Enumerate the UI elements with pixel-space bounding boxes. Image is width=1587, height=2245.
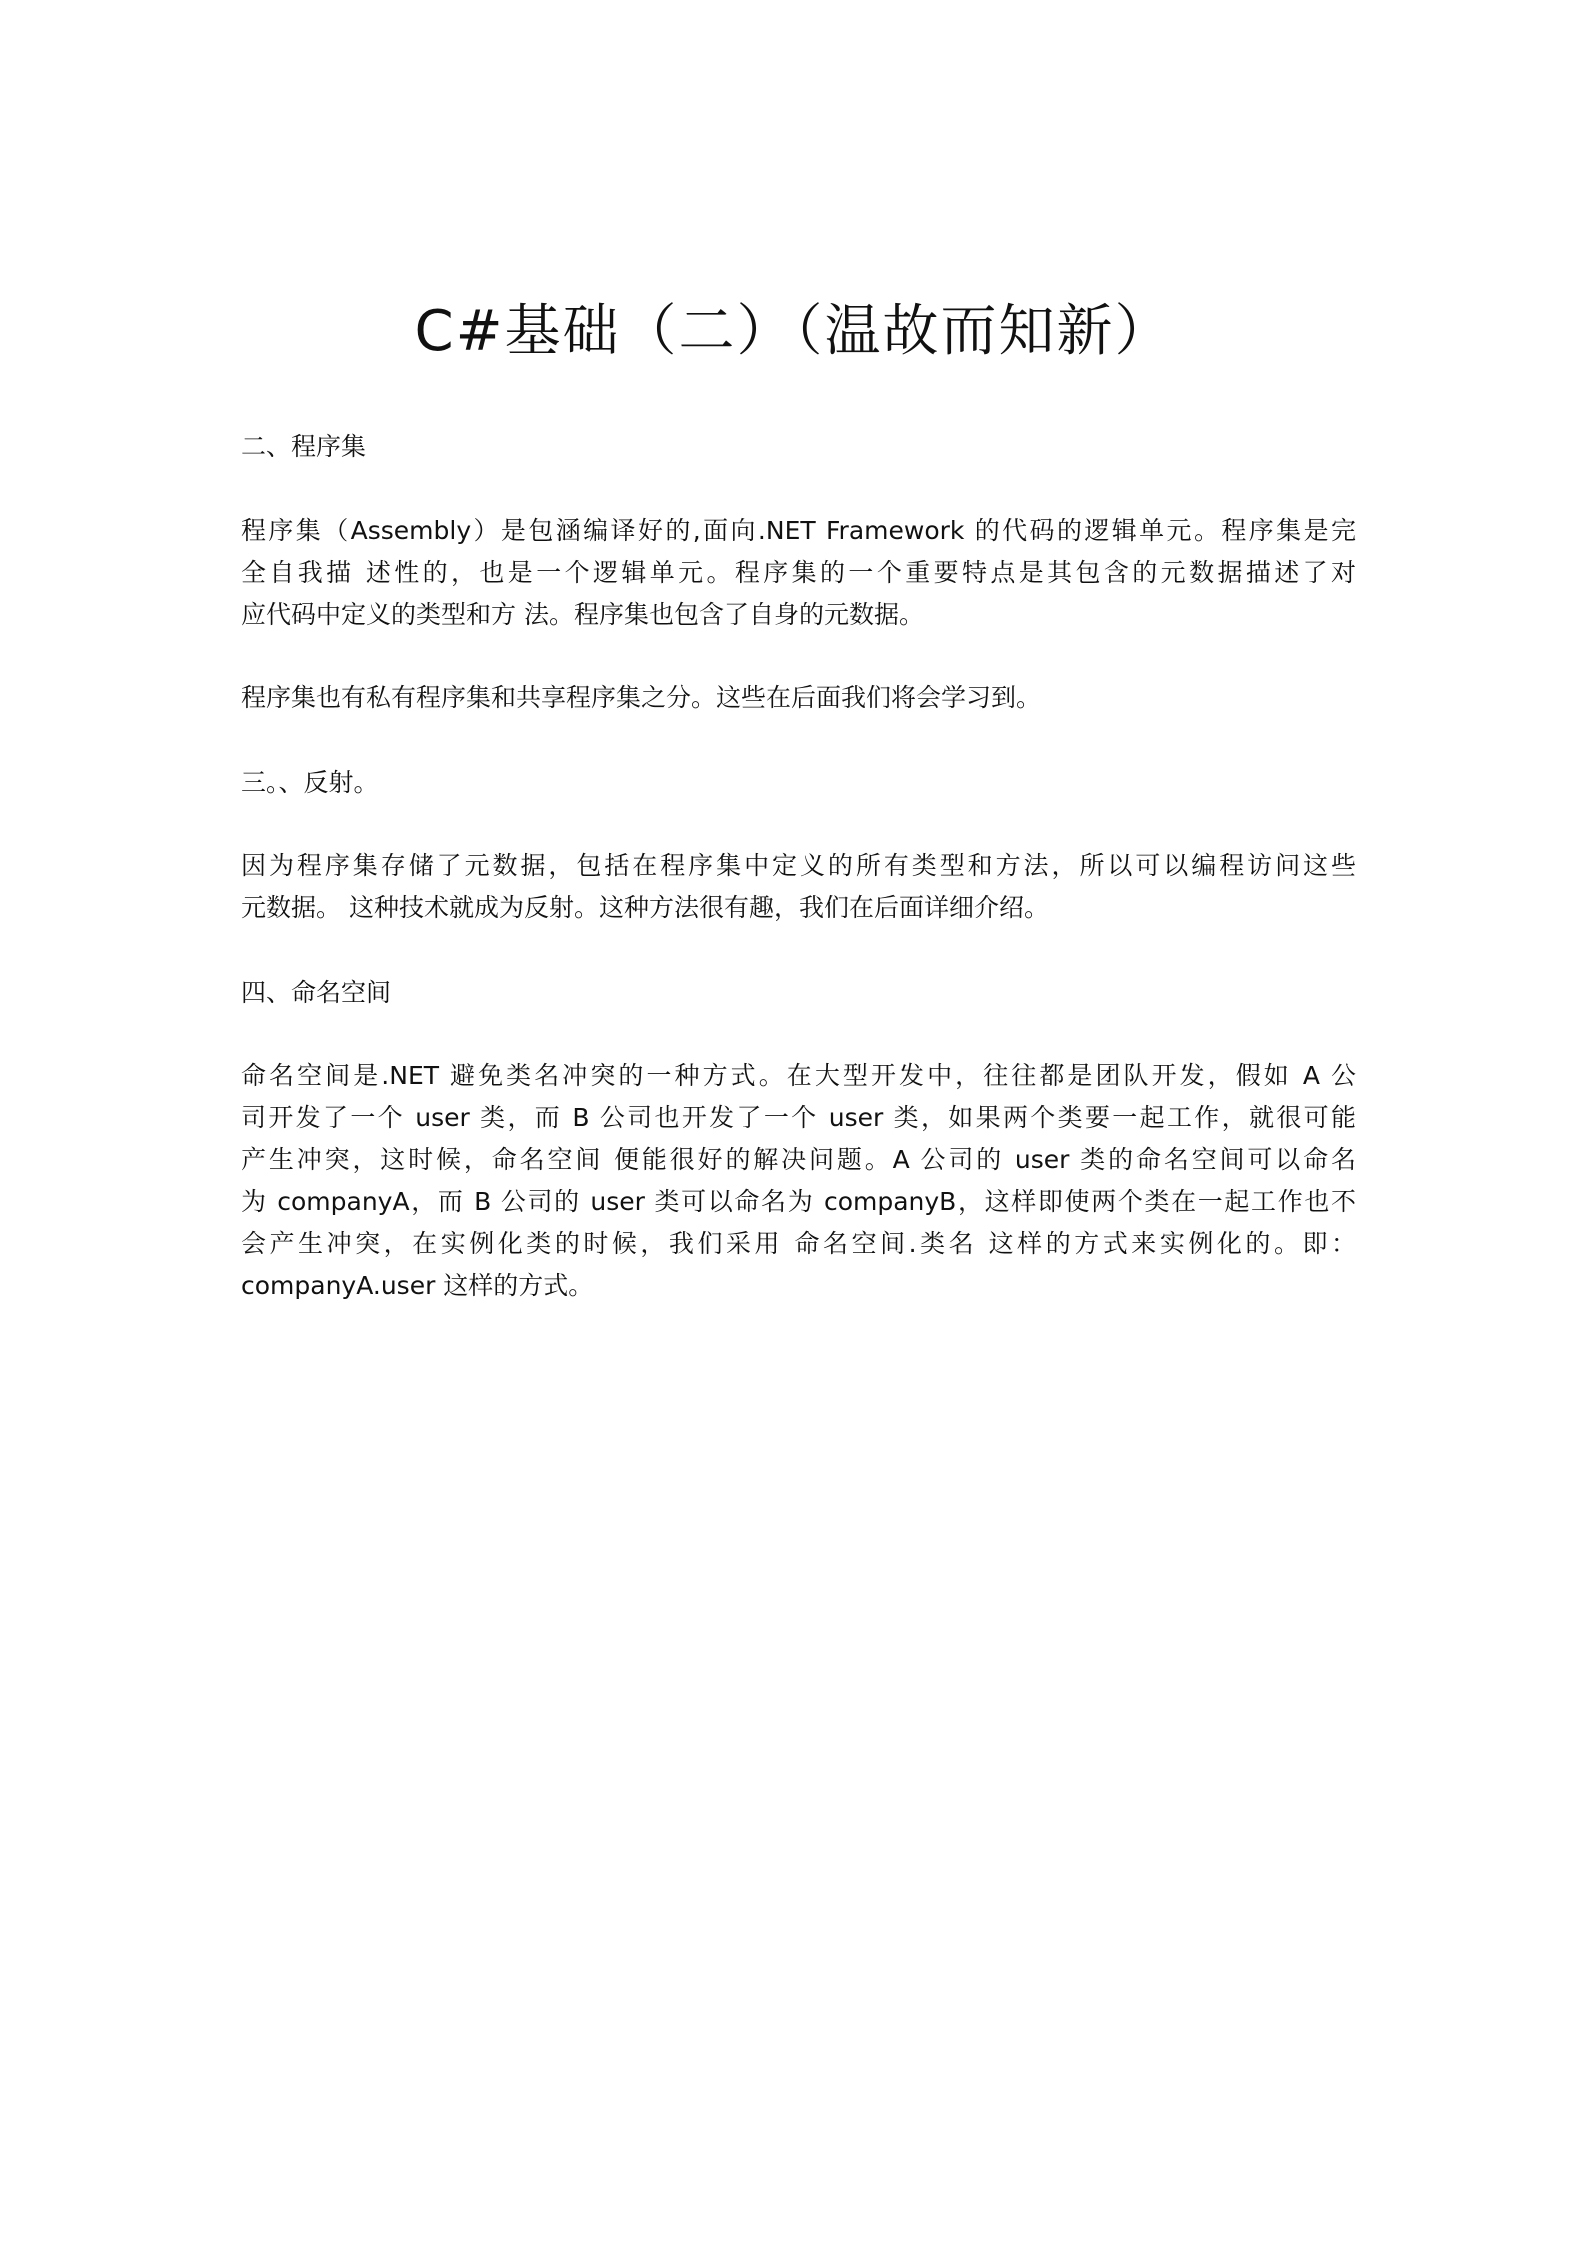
paragraph-assembly (241, 510, 1356, 636)
paragraph-line: 全自我描 述性的，也是一个逻辑单元。程序集的一个重要特点是其包含的元数据描述了对 (241, 558, 1356, 587)
paragraph-private-shared (241, 677, 1356, 719)
paragraph-line: 产生冲突，这时候，命名空间 便能很好的解决问题。A 公司的 user 类的命名空间可以命名 (241, 1145, 1356, 1174)
section-heading-reflection (241, 762, 1356, 804)
section-heading-assembly (241, 426, 1356, 468)
paragraph-reflection (241, 845, 1356, 929)
heading-text: 三。、反射。 (241, 768, 379, 797)
paragraph-line: 会产生冲突，在实例化类的时候，我们采用 命名空间.类名 这样的方式来实例化的。即： (241, 1229, 1357, 1258)
paragraph-line: 程序集也有私有程序集和共享程序集之分。这些在后面我们将会学习到。 (241, 683, 1042, 712)
paragraph-line: 程序集（Assembly）是包涵编译好的,面向.NET Framework 的代码的逻辑单元。程序集是完 (241, 516, 1356, 545)
paragraph-line: 应代码中定义的类型和方 法。程序集也包含了自身的元数据。 (241, 600, 924, 629)
paragraph-line: 命名空间是.NET 避免类名冲突的一种方式。在大型开发中，往往都是团队开发，假如 A 公 (241, 1061, 1356, 1090)
document-title: C#基础（二）（温故而知新） (414, 299, 1173, 364)
section-heading-namespace (241, 972, 1356, 1014)
heading-text: 二、程序集 (241, 432, 367, 461)
heading-text: 四、命名空间 (241, 978, 392, 1007)
paragraph-line: 元数据。 这种技术就成为反射。这种方法很有趣，我们在后面详细介绍。 (241, 893, 1049, 922)
paragraph-line: 因为程序集存储了元数据，包括在程序集中定义的所有类型和方法，所以可以编程访问这些 (241, 851, 1356, 880)
paragraph-namespace (241, 1055, 1356, 1307)
paragraph-line: companyA.user 这样的方式。 (241, 1271, 594, 1300)
paragraph-line: 为 companyA，而 B 公司的 user 类可以命名为 companyB，这样即使两个类在一起工作也不 (241, 1187, 1356, 1216)
paragraph-line: 司开发了一个 user 类，而 B 公司也开发了一个 user 类，如果两个类要一起工作，就很可能 (241, 1103, 1356, 1132)
